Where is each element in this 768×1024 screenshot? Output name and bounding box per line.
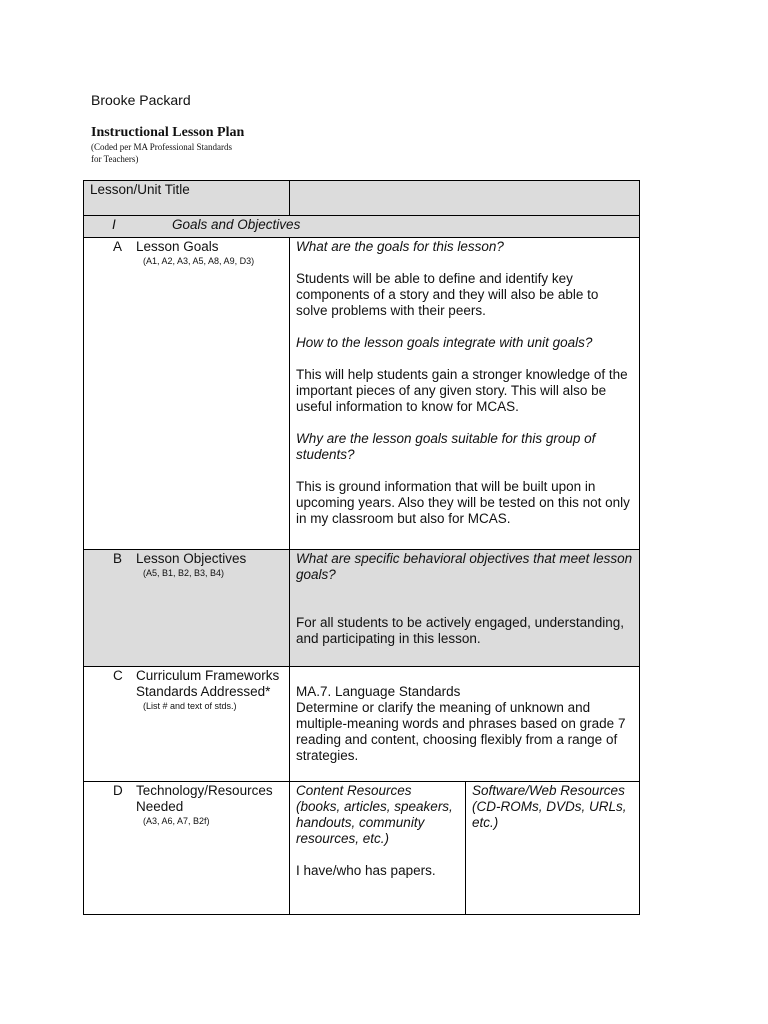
row-lesson-objectives <box>84 550 640 667</box>
row-letter: D <box>113 783 123 798</box>
row-label: Curriculum Frameworks Standards Addressed* <box>136 668 280 699</box>
standard-text: Determine or clarify the meaning of unknown and multiple-meaning words and phrases based on grade 7 reading and content, choosing flexibly from a range of strategies. <box>296 700 626 763</box>
lesson-plan-table <box>83 180 640 915</box>
row-label: Lesson Goals <box>136 239 219 254</box>
row-b-header <box>84 550 290 667</box>
section-goals-objectives <box>84 216 640 238</box>
row-b-content <box>290 550 640 667</box>
row-a-header <box>84 238 290 550</box>
row-a-content <box>290 238 640 550</box>
row-codes: (A5, B1, B2, B3, B4) <box>143 568 225 578</box>
content-resources-cell <box>290 782 466 915</box>
content-resources-answer: I have/who has papers. <box>296 863 436 878</box>
objectives-answer: For all students to be actively engaged, understanding, and participating in this lesson. <box>296 615 624 646</box>
section-number: I <box>112 217 116 232</box>
row-lesson-goals <box>84 238 640 550</box>
lesson-title-row <box>84 181 640 216</box>
document-subtitle: (Coded per MA Professional Standards for Teachers) <box>91 142 232 164</box>
objectives-question: What are specific behavioral objectives that meet lesson goals? <box>296 551 633 582</box>
row-curriculum-standards <box>84 667 640 782</box>
row-letter: C <box>113 668 123 683</box>
lesson-title-label: Lesson/Unit Title <box>84 181 290 216</box>
row-technology-resources <box>84 782 640 915</box>
lesson-title-field[interactable] <box>290 181 640 216</box>
row-c-header <box>84 667 290 782</box>
section-title: Goals and Objectives <box>172 217 301 232</box>
integration-answer: This will help students gain a stronger knowledge of the important pieces of any given story. This will also be useful information to know for MCAS. <box>296 367 628 414</box>
row-c-content <box>290 667 640 782</box>
suitability-answer: This is ground information that will be built upon in upcoming years. Also they will be tested on this not only in my classroom but also for MCAS. <box>296 479 630 526</box>
integration-question: How to the lesson goals integrate with unit goals? <box>296 335 593 350</box>
row-letter: A <box>113 239 123 254</box>
row-codes: (A3, A6, A7, B2f) <box>143 816 210 826</box>
document-title: Instructional Lesson Plan <box>91 125 245 140</box>
author-name: Brooke Packard <box>91 92 191 108</box>
row-letter: B <box>113 551 123 566</box>
goals-answer: Students will be able to define and identify key components of a story and they will also be able to solve problems with their peers. <box>296 271 599 318</box>
row-label: Technology/Resources Needed <box>136 783 273 814</box>
row-label: Lesson Objectives <box>136 551 247 566</box>
standard-title: MA.7. Language Standards <box>296 684 461 699</box>
software-resources-cell <box>466 782 640 915</box>
software-resources-heading: Software/Web Resources (CD-ROMs, DVDs, URLs, etc.) <box>472 783 627 830</box>
suitability-question: Why are the lesson goals suitable for this group of students? <box>296 431 596 462</box>
row-codes: (List # and text of stds.) <box>143 701 237 711</box>
row-d-header <box>84 782 290 915</box>
goals-question: What are the goals for this lesson? <box>296 239 504 254</box>
row-codes: (A1, A2, A3, A5, A8, A9, D3) <box>143 256 255 266</box>
content-resources-heading: Content Resources (books, articles, speakers, handouts, community resources, etc.) <box>296 783 453 846</box>
